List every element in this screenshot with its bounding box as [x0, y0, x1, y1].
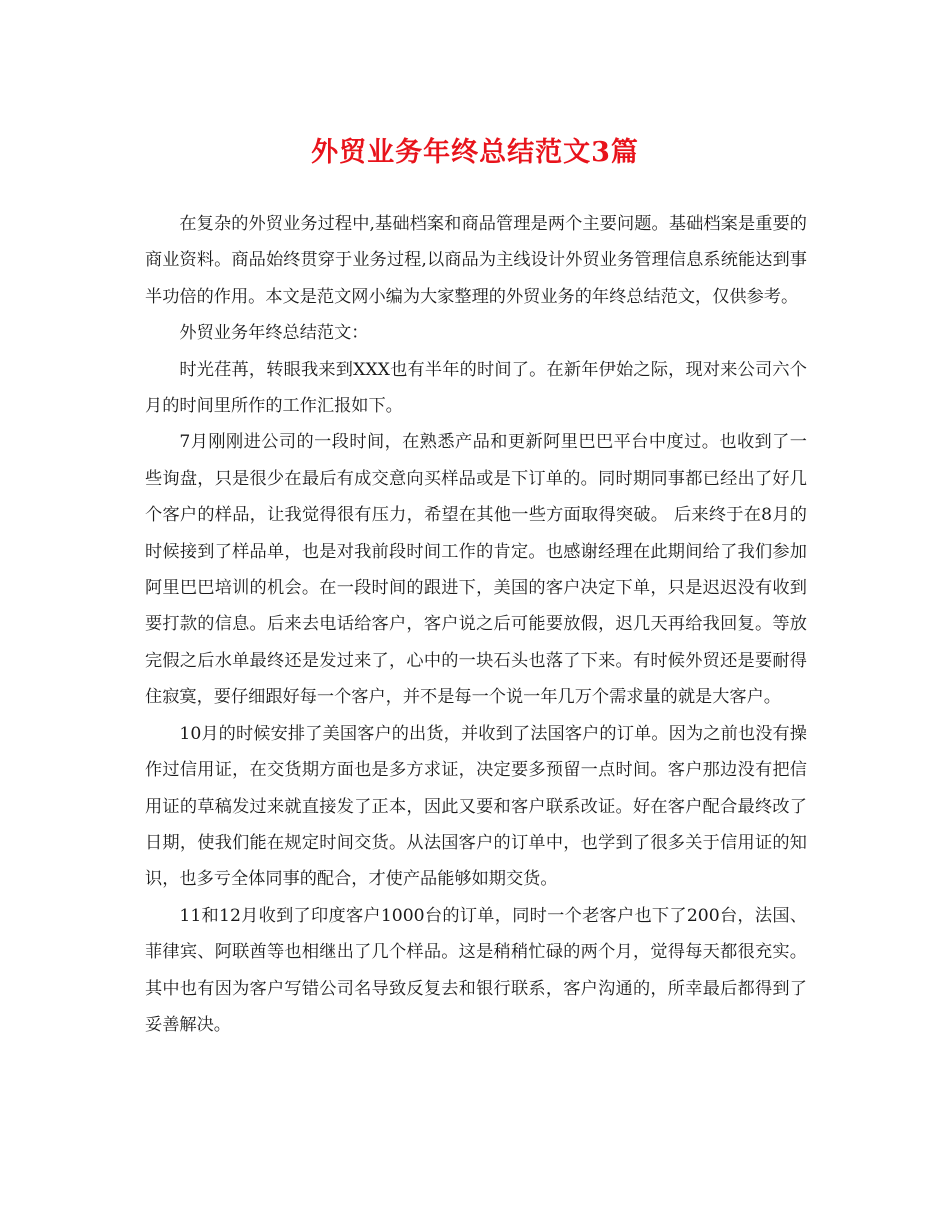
paragraph-section-heading: 外贸业务年终总结范文： — [179, 323, 369, 344]
paragraph-opening: 时光荏苒，转眼我来到XXX也有半年的时间了。在新年伊始之际，现对来公司六个月的时间里所作的工作汇报如下。 — [145, 359, 807, 417]
document-body — [145, 206, 807, 1043]
paragraph-intro: 在复杂的外贸业务过程中,基础档案和商品管理是两个主要问题。基础档案是重要的商业资料。商品始终贯穿于业务过程,以商品为主线设计外贸业务管理信息系统能达到事半功倍的作用。本文是范文网小编为大家整理的外贸业务的年终总结范文，仅供参考。 — [145, 214, 807, 307]
document-title: 外贸业务年终总结范文3篇 — [311, 137, 639, 168]
paragraph-october: 10月的时候安排了美国客户的出货，并收到了法国客户的订单。因为之前也没有操作过信用证，在交货期方面也是多方求证，决定要多预留一点时间。客户那边没有把信用证的草稿发过来就直接发了正本，因此又要和客户联系改证。好在客户配合最终改了日期，使我们能在规定时间交货。从法国客户的订单中，也学到了很多关于信用证的知识，也多亏全体同事的配合，才使产品能够如期交货。 — [145, 723, 807, 890]
paragraph-july-august: 7月刚刚进公司的一段时间，在熟悉产品和更新阿里巴巴平台中度过。也收到了一些询盘，只是很少在最后有成交意向买样品或是下订单的。同时期同事都已经出了好几个客户的样品，让我觉得很有压力，希望在其他一些方面取得突破。 后来终于在8月的时候接到了样品单，也是对我前段时间工作的肯定。也感谢经理在此期间给了我们参加阿里巴巴培训的机会。在一段时间的跟进下，美国的客户决定下单，只是迟迟没有收到要打款的信息。后来去电话给客户，客户说之后可能要放假，迟几天再给我回复。等放完假之后水单最终还是发过来了，心中的一块石头也落了下来。有时候外贸还是要耐得住寂寞，要仔细跟好每一个客户，并不是每一个说一年几万个需求量的就是大客户。 — [145, 432, 807, 708]
paragraph-november-december: 11和12月收到了印度客户1000台的订单，同时一个老客户也下了200台，法国、菲律宾、阿联酋等也相继出了几个样品。这是稍稍忙碌的两个月，觉得每天都很充实。其中也有因为客户写错公司名导致反复去和银行联系，客户沟通的，所幸最后都得到了妥善解决。 — [145, 905, 807, 1035]
